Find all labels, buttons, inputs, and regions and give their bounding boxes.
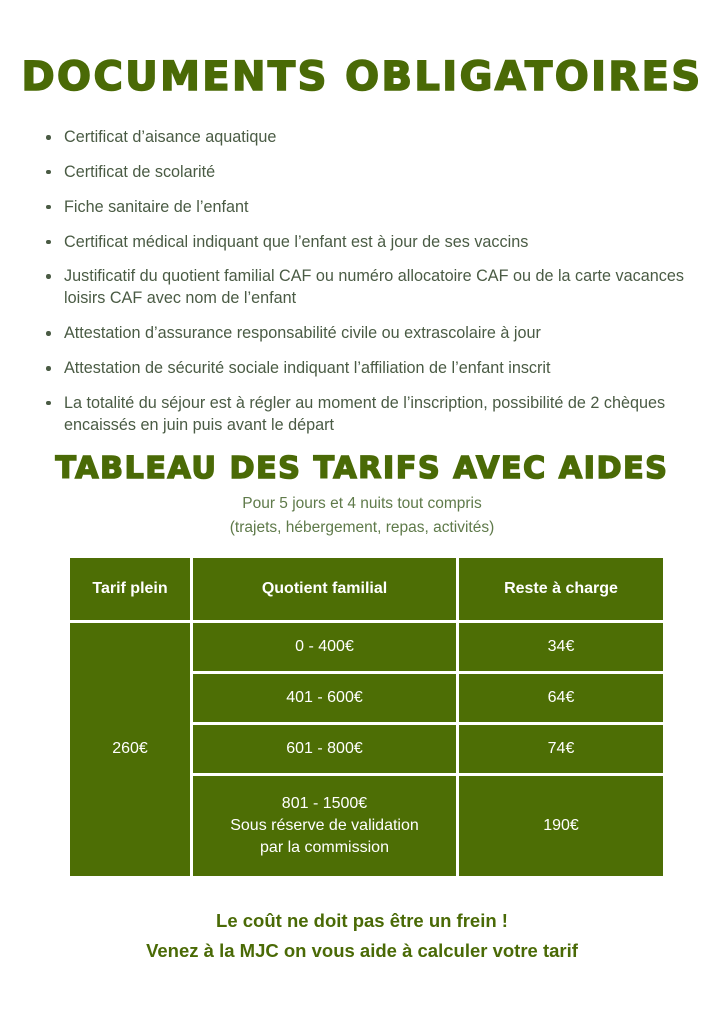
cell-quotient: 401 - 600€ — [193, 674, 456, 722]
cell-reste: 64€ — [459, 674, 663, 722]
subtitle-line-1: Pour 5 jours et 4 nuits tout compris — [242, 495, 482, 512]
list-item — [42, 323, 692, 345]
list-item-label: Justificatif du quotient familial CAF ou numéro allocatoire CAF ou de la carte vacances loisirs CAF avec nom de l’enfant — [64, 267, 684, 308]
table-body — [70, 623, 663, 876]
cell-reste: 74€ — [459, 725, 663, 773]
column-header-tarif-plein: Tarif plein — [70, 558, 190, 620]
bullet-icon — [46, 331, 51, 336]
bullet-icon — [46, 205, 51, 210]
cell-quotient-range: 801 - 1500€ — [281, 794, 368, 812]
page-title-tarifs: TABLEAU DES TARIFS AVEC AIDES — [55, 451, 669, 486]
bullet-icon — [46, 170, 51, 175]
cell-quotient-note-line-2: par la commission — [260, 839, 389, 857]
required-documents-list — [42, 127, 692, 437]
column-header-quotient-familial: Quotient familial — [193, 558, 456, 620]
cell-reste: 190€ — [459, 776, 663, 876]
list-item-label: Certificat de scolarité — [64, 162, 216, 181]
list-item-label: Attestation de sécurité sociale indiquant l’affiliation de l’enfant inscrit — [64, 359, 551, 378]
table-row — [70, 623, 663, 671]
list-item — [42, 197, 692, 219]
list-item — [42, 266, 692, 310]
list-item — [42, 393, 692, 437]
cell-quotient: 0 - 400€ — [193, 623, 456, 671]
list-item — [42, 162, 692, 184]
list-item-label: Certificat d’aisance aquatique — [64, 128, 277, 146]
list-item — [42, 358, 692, 380]
footer-message — [0, 906, 724, 965]
list-item-label: La totalité du séjour est à régler au moment de l’inscription, possibilité de 2 chèques encaissés en juin puis avant le départ — [64, 393, 666, 434]
bullet-icon — [46, 366, 51, 371]
cell-quotient — [193, 776, 456, 876]
list-item-label: Fiche sanitaire de l’enfant — [64, 197, 249, 216]
cell-reste: 34€ — [459, 623, 663, 671]
column-header-reste-a-charge: Reste à charge — [459, 558, 663, 620]
bullet-icon — [46, 240, 51, 245]
footer-line-2: Venez à la MJC on vous aide à calculer votre tarif — [146, 939, 578, 961]
table-header — [70, 558, 663, 620]
cell-tarif-plein: 260€ — [70, 623, 190, 876]
bullet-icon — [46, 135, 51, 140]
page-title-documents: DOCUMENTS OBLIGATOIRES — [21, 54, 703, 100]
tariff-table — [67, 555, 666, 879]
footer-line-1: Le coût ne doit pas être un frein ! — [216, 910, 508, 931]
cell-quotient-note-line-1: Sous réserve de validation — [230, 816, 419, 834]
list-item — [42, 127, 692, 149]
tarifs-subtitle — [0, 492, 724, 540]
bullet-icon — [46, 274, 51, 279]
subtitle-line-2: (trajets, hébergement, repas, activités) — [229, 519, 495, 537]
list-item — [42, 232, 692, 254]
list-item-label: Attestation d’assurance responsabilité civile ou extrascolaire à jour — [64, 324, 541, 343]
bullet-icon — [46, 401, 51, 406]
table-header-row — [70, 558, 663, 620]
cell-quotient: 601 - 800€ — [193, 725, 456, 773]
list-item-label: Certificat médical indiquant que l’enfant est à jour de ses vaccins — [64, 232, 529, 251]
